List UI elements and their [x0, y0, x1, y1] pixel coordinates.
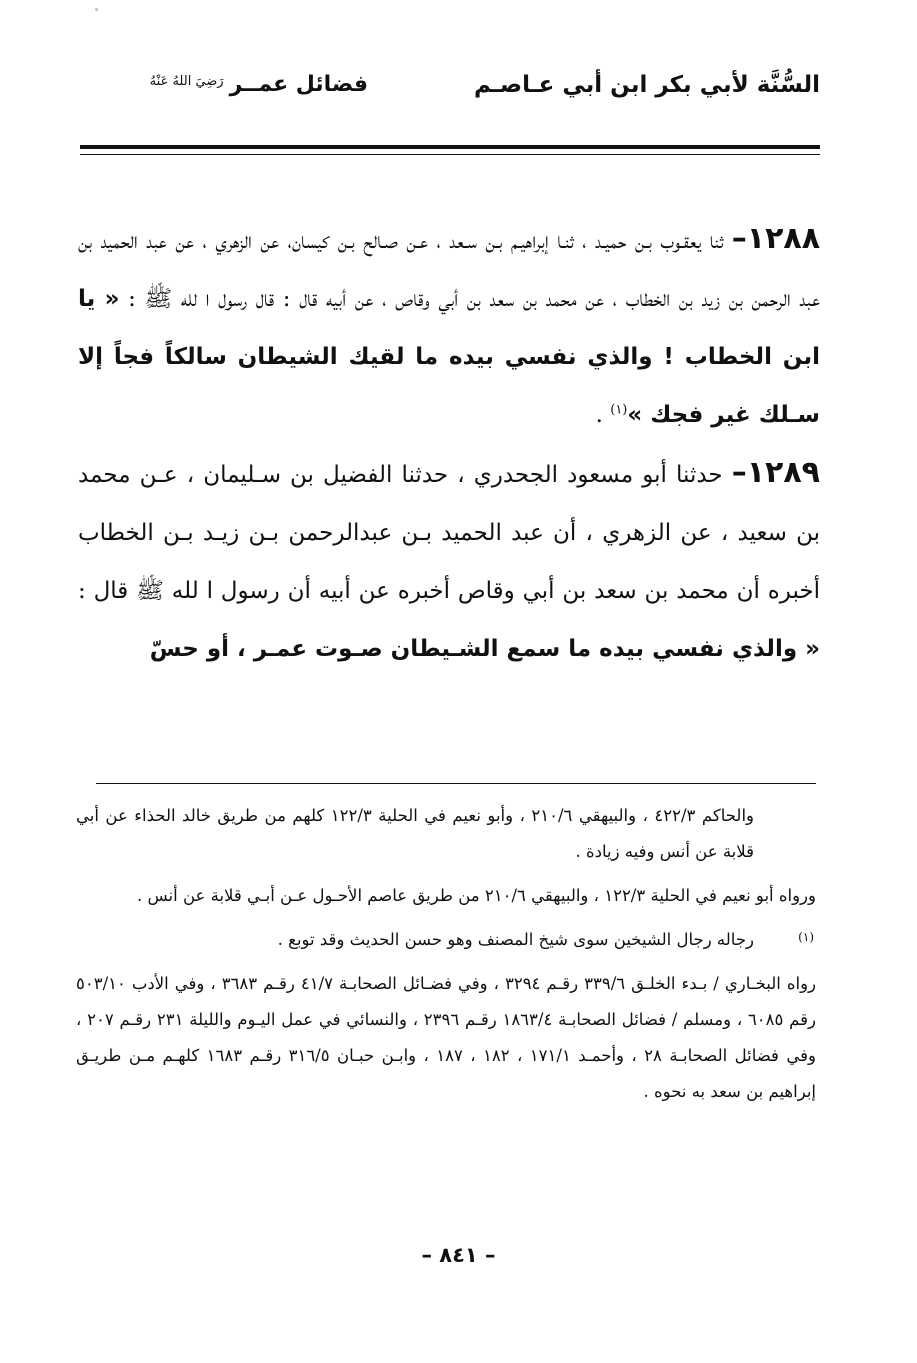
scan-speck: [95, 8, 98, 11]
header-rule-thin: [80, 154, 820, 155]
header-rule-thick: [80, 145, 820, 149]
hadith-chain: ثنا يعقـوب بـن حميـد ، ثنـا إبراهيـم بـن سـعد ، عـن صـالح بـن كيسان، عن الزهري ، عن عبد الحميد بن عبد الرحمن بن زيد بن الخطاب ، عن محمد بن سعد بن أبي وقاص ، عن أبيه قال : قال رسول ا لله ﷺ :: [78, 228, 821, 312]
chapter-name: فضائل عمــر: [229, 72, 368, 97]
hadith-1288: [78, 210, 820, 444]
footnote-mark: (١): [798, 930, 814, 944]
book-title: السُّنَّة لأبي بكر ابن أبي عـاصـم: [474, 72, 820, 98]
hadith-text: « يا ابن الخطاب ! والذي نفسي بيده ما لقيك الشيطان سالكاً فجاً إلا سـلك غير فجك »: [78, 286, 820, 428]
page-number: – ٨٤١ –: [421, 1243, 496, 1267]
footnote-continuation: والحاكم ٤٢٢/٣ ، والبيهقي ٢١٠/٦ ، وأبو نعيم في الحلية ١٢٢/٣ كلهم من طريق خالد الحذاء عن أبي قلابة عن أنس وفيه زيادة .: [76, 806, 754, 861]
footnote-paragraph: ورواه أبو نعيم في الحلية ١٢٢/٣ ، والبيهقي ٢١٠/٦ من طريق عاصم الأحـول عـن أبـي قلابة عن أنس .: [137, 886, 816, 905]
footnote-1: [76, 922, 814, 958]
hadith-1289: [78, 444, 820, 678]
footnote-separator: [96, 783, 816, 784]
footnote-paragraph: رواه البخـاري / بـدء الخلـق ٣٣٩/٦ رقـم ٣٢٩٤ ، وفي فضـائل الصحابـة ٤١/٧ رقـم ٣٦٨٣ ، وفي الأدب ٥٠٣/١٠ رقم ٦٠٨٥ ، ومسلم / فضائل الصحابـة ١٨٦٣/٤ رقـم ٢٣٩٦ ، والنسائي في عمل اليـوم والليلة ٢٣١ رقـم ٢٠٧ ، وفي فضائل الصحابـة ٢٨ ، وأحمـد ١٧١/١ ، ١٨٢ ، ١٨٧ ، وابـن حبـان ٣١٦/٥ رقـم ١٦٨٣ كلهـم مـن طريـق إبراهيم بن سعد به نحوه .: [76, 974, 817, 1101]
footnote-ref: (١): [610, 402, 628, 418]
hadith-chain: حدثنا أبو مسعود الجحدري ، حدثنا الفضيل بن سـليمان ، عـن محمد بن سعيد ، عن الزهري ، أن عبد الحميد بـن عبدالرحمن بـن زيـد بـن الخطاب أخبره أن محمد بن سعد بن أبي وقاص أخبره عن أبيه أن رسول ا لله ﷺ قال :: [78, 462, 820, 604]
hadith-text: « والذي نفسي بيده ما سمع الشـيطان صـوت عمـر ، أو حسّ: [149, 636, 820, 662]
honorific-ligature: رَضِيَ اللهُ عَنْهُ: [149, 74, 224, 89]
hadith-number: ١٢٨٩–: [731, 455, 820, 490]
chapter-title: [150, 72, 368, 97]
footnotes: [76, 798, 816, 1118]
main-text: [78, 210, 820, 678]
hadith-number: ١٢٨٨–: [731, 221, 821, 256]
footnote-text: رجاله رجال الشيخين سوى شيخ المصنف وهو حسن الحديث وقد توبع .: [277, 930, 754, 949]
running-header: [80, 68, 820, 112]
sentence-end: .: [595, 402, 603, 428]
